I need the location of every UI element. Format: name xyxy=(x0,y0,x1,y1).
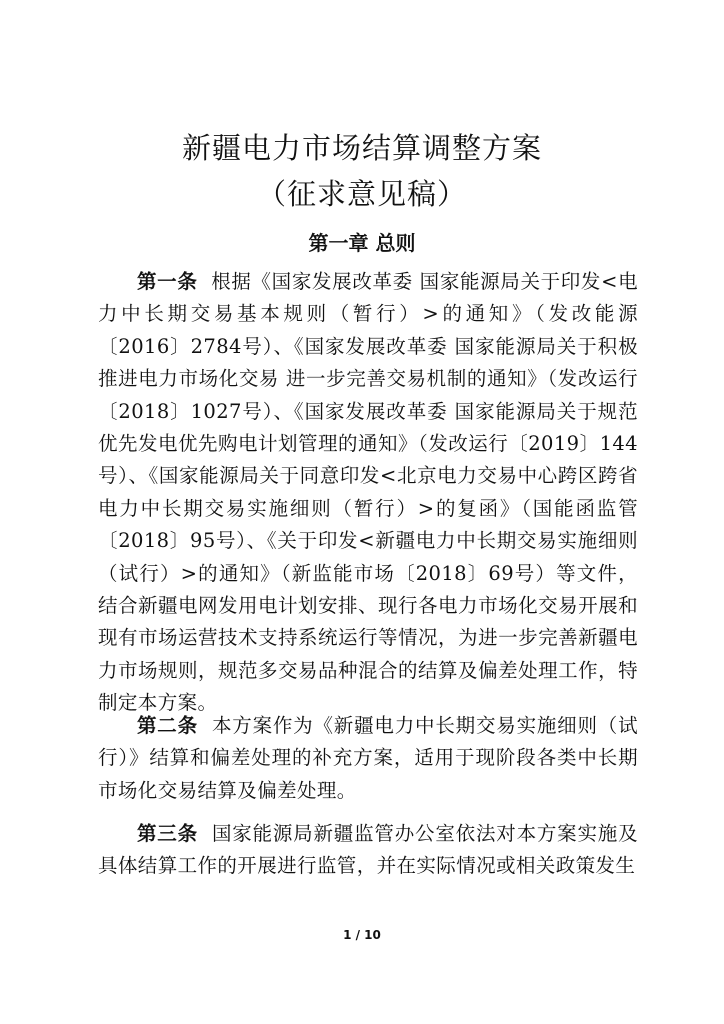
page-number: 1 / 10 xyxy=(343,928,381,942)
document-subtitle: （征求意见稿） xyxy=(256,177,467,211)
article-3-label: 第三条 xyxy=(137,822,198,845)
chapter-heading: 第一章 总则 xyxy=(308,231,416,255)
article-2-label: 第二条 xyxy=(137,714,198,737)
article-2-text: 本方案作为《新疆电力中长期交易实施细则（试行）》结算和偏差处理的补充方案，适用于现阶段各类中长期市场化交易结算及偏差处理。 xyxy=(98,714,639,802)
article-1-text: 根据《国家发展改革委 国家能源局关于印发<电力中长期交易基本规则（暂行）>的通知》（发改能源〔2016〕2784号）、《国家发展改革委 国家能源局关于积极推进电力市场化交易 进一步完善交易机制的通知》（发改运行〔2018〕1027号）、《国家发展改革委 国家能源局关于规范优先发电优先购电计划管理的通知》（发改运行〔2019〕144号）、《国家能源局关于同意印发<北京电力交易中心跨区跨省电力中长期交易实施细则（暂行）>的复函》（国能函监管〔2018〕95号）、《关于印发<新疆电力中长期交易实施细则（试行）>的通知》（新监能市场〔2018〕69号）等文件，结合新疆电网发用电计划安排、现行各电力市场化交易开展和现有市场运营技术支持系统运行等情况，为进一步完善新疆电力市场规则，规范多交易品种混合的结算及偏差处理工作，特制定本方案。 xyxy=(98,270,638,715)
article-1-label: 第一条 xyxy=(137,270,198,293)
document-title: 新疆电力市场结算调整方案 xyxy=(181,131,542,165)
article-1 xyxy=(98,266,638,720)
article-3 xyxy=(98,818,638,883)
article-3-text: 国家能源局新疆监管办公室依法对本方案实施及具体结算工作的开展进行监管，并在实际情况或相关政策发生 xyxy=(98,822,639,878)
article-2 xyxy=(98,710,638,807)
